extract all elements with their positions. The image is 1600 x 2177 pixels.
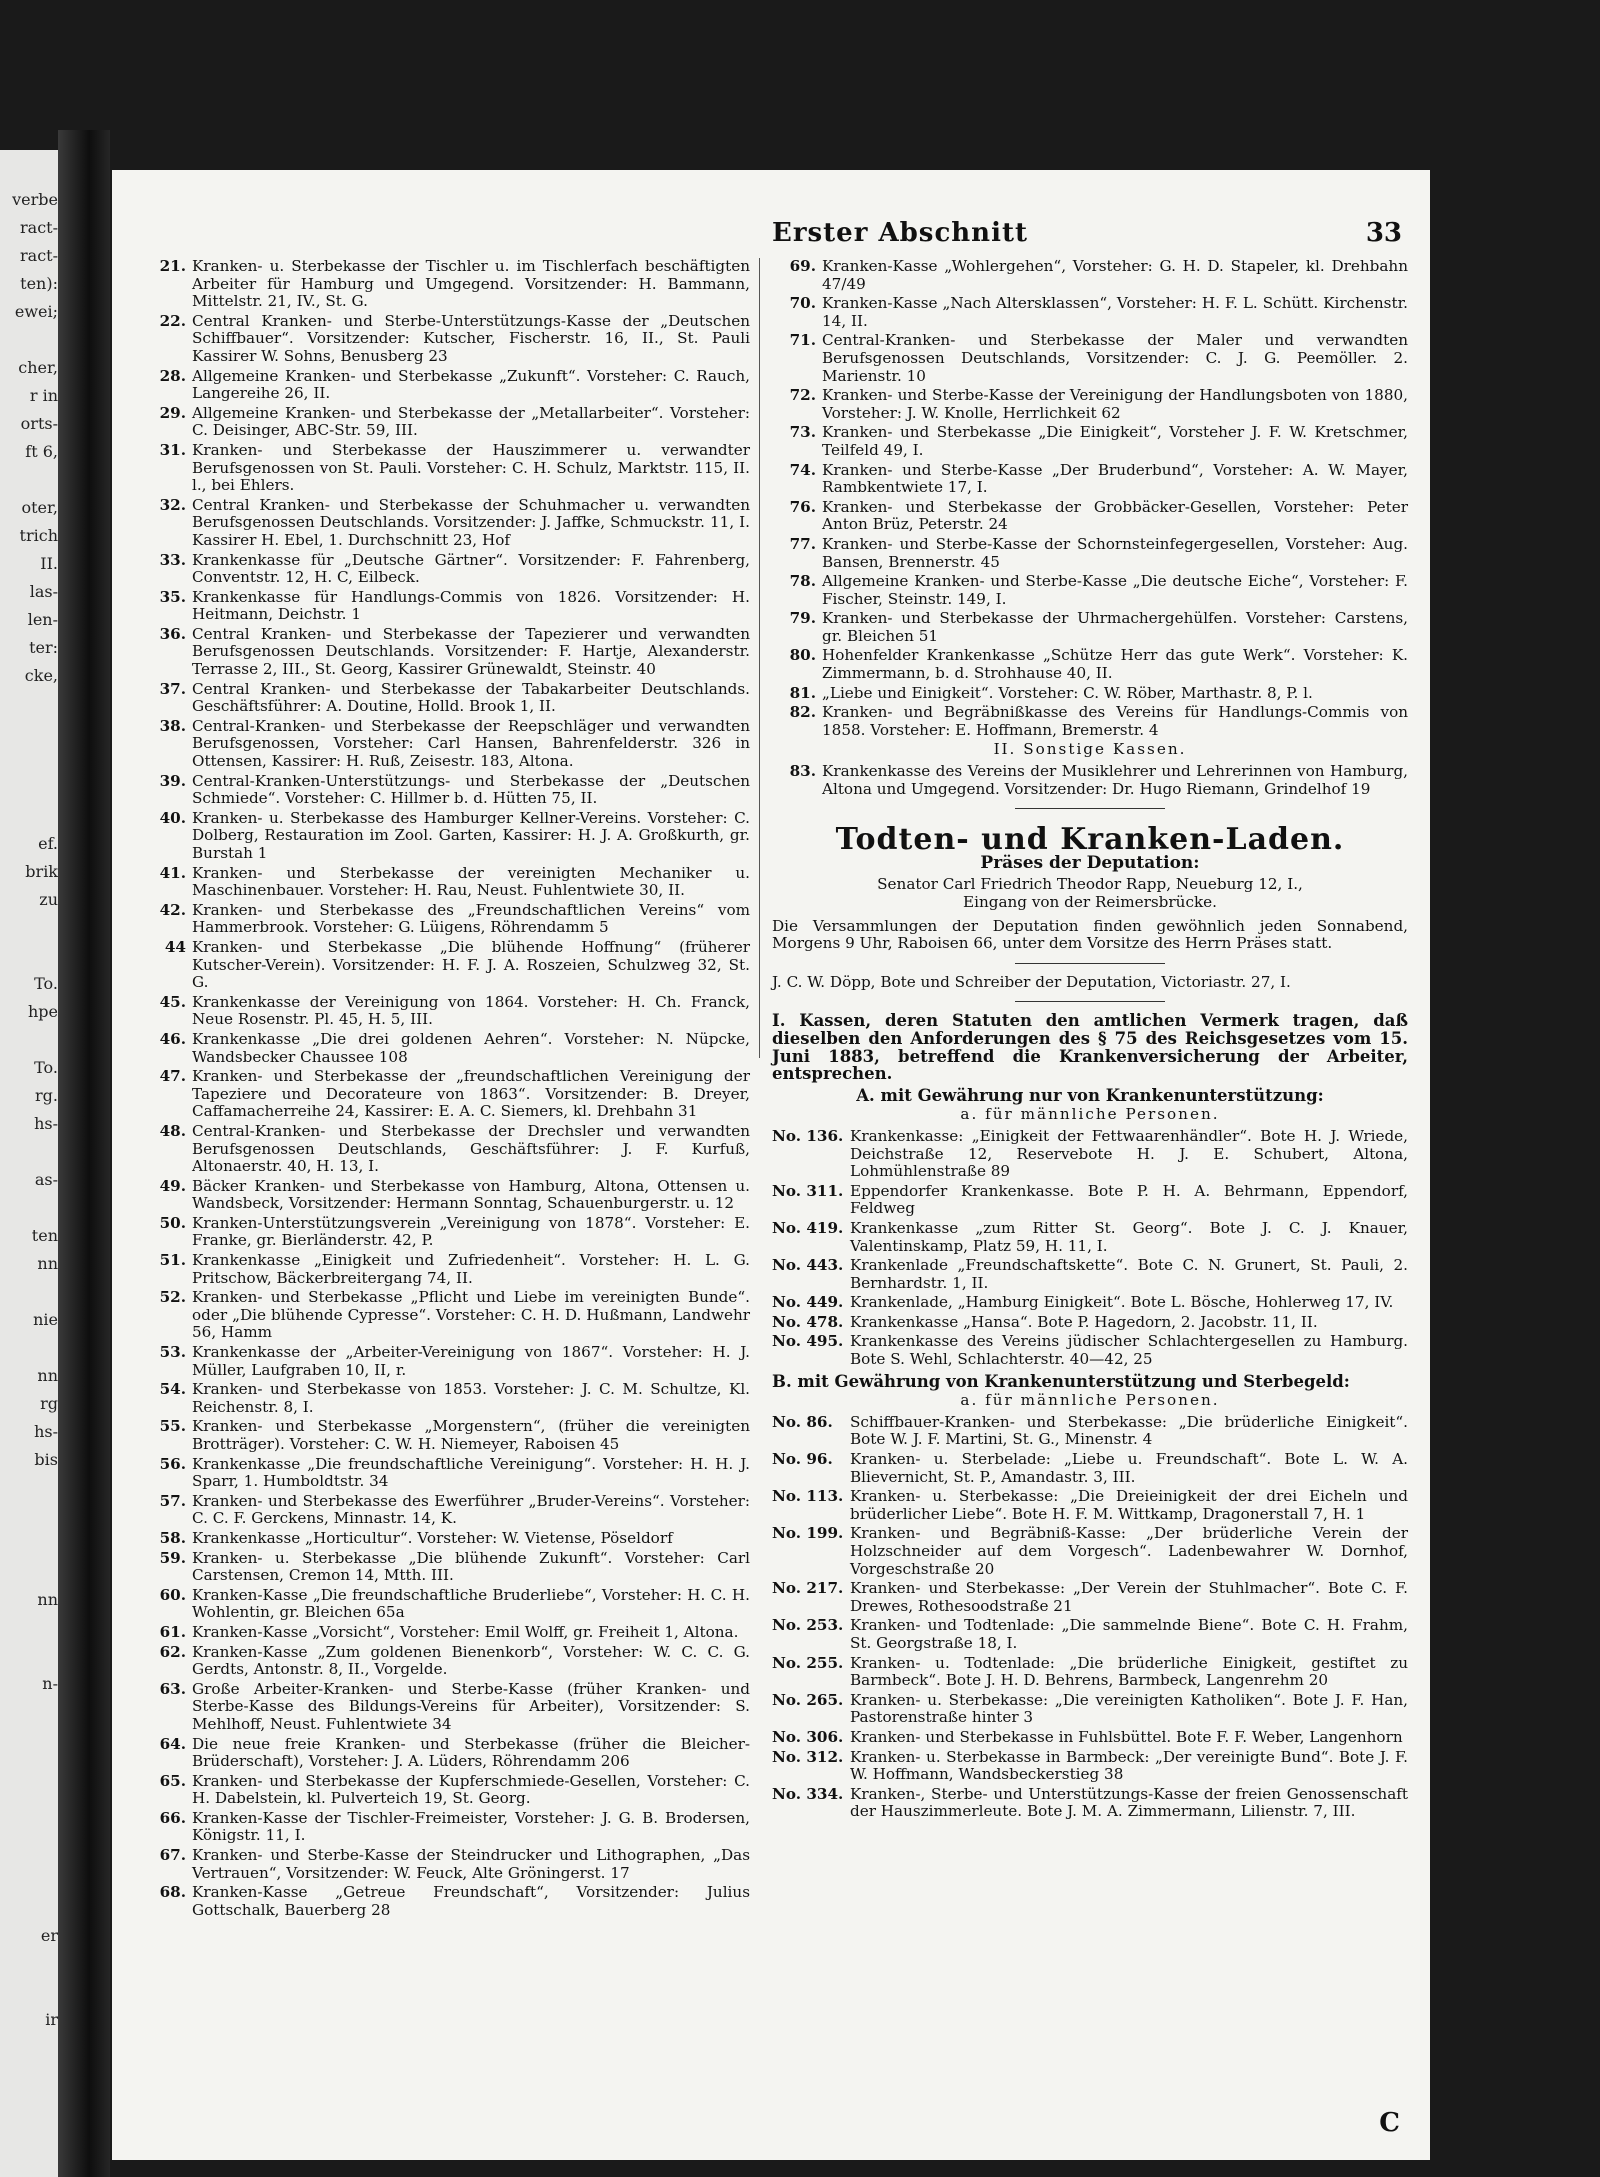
- entry-text: Krankenkasse des Vereins der Musiklehrer und Lehrerinnen von Hamburg, Altona und Umgegend. Vorsitzender: Dr. Hugo Riemann, Grindelhof 19: [822, 762, 1408, 798]
- praeses-entrance: Eingang von der Reimersbrücke.: [963, 893, 1217, 911]
- entry-number: 22.: [159, 311, 186, 330]
- entry-text: Kranken- und Sterbe-Kasse der Schornsteinfegergesellen, Vorsteher: Aug. Bansen, Brennerstr. 45: [822, 534, 1408, 571]
- previous-page-fragment: ten):: [20, 274, 58, 293]
- entry-text: Krankenlade, „Hamburg Einigkeit“. Bote L. Bösche, Hohlerweg 17, IV.: [850, 1293, 1394, 1312]
- entry-text: Kranken- und Sterbekasse der vereinigten Mechaniker u. Maschinenbauer. Vorsteher: H. Rau, Neust. Fuhlentwiete 30, II.: [192, 863, 750, 900]
- list-item: [772, 462, 1408, 497]
- entry-text: Kranken- und Sterbekasse des Ewerführer „Bruder-Vereins“. Vorsteher: C. C. F. Gerckens, Minnastr. 14, K.: [192, 1491, 750, 1528]
- list-item: [142, 1773, 750, 1808]
- entry-number: No. 312.: [772, 1747, 844, 1766]
- entry-number: 82.: [789, 703, 816, 722]
- list-item: [142, 1068, 750, 1121]
- entry-text: Kranken- u. Todtenlade: „Die brüderliche Einigkeit, gestiftet zu Barmbeck“. Bote J. H. D. Behrens, Barmbeck, Langenrehm 20: [850, 1653, 1408, 1690]
- entry-text: Krankenkasse der Vereinigung von 1864. Vorsteher: H. Ch. Franck, Neue Rosenstr. Pl. 45, H. 5, III.: [192, 992, 750, 1029]
- list-item: [142, 552, 750, 587]
- list-item: [142, 589, 750, 624]
- list-item: [142, 994, 750, 1029]
- previous-page-fragment: ef.: [38, 834, 58, 853]
- previous-page-fragment: hs-: [34, 1422, 58, 1441]
- section-title: Erster Abschnitt: [772, 218, 1028, 248]
- previous-page-fragment: zu: [39, 890, 58, 909]
- entry-number: 65.: [159, 1771, 186, 1790]
- entry-number: 33.: [159, 550, 186, 569]
- list-item: [772, 295, 1408, 330]
- list-item: [142, 1550, 750, 1585]
- entry-text: Kranken- u. Sterbelade: „Liebe u. Freundschaft“. Bote L. W. A. Blievernicht, St. P., Amandastr. 3, III.: [850, 1450, 1408, 1486]
- list-item: [142, 1493, 750, 1528]
- entry-number: 47.: [159, 1067, 186, 1086]
- list-item: [772, 573, 1408, 608]
- list-item: [772, 258, 1408, 293]
- entry-text: Kranken-, Sterbe- und Unterstützungs-Kasse der freien Genossenschaft der Hauszimmerleute. Bote J. M. A. Zimmermann, Lilienstr. 7, III.: [850, 1784, 1408, 1821]
- list-item: [142, 1381, 750, 1416]
- divider-rule: [1015, 808, 1165, 809]
- previous-page-fragment: ewei;: [14, 302, 58, 321]
- entry-number: 64.: [159, 1734, 186, 1753]
- entry-number: 51.: [159, 1251, 186, 1270]
- previous-page-fragment: oter,: [21, 498, 58, 517]
- list-item: [142, 1215, 750, 1250]
- entry-text: Krankenkasse „Horticultur“. Vorsteher: W. Vietense, Pöseldorf: [192, 1528, 673, 1547]
- entry-text: Allgemeine Kranken- und Sterbekasse der „Metallarbeiter“. Vorsteher: C. Deisinger, ABC-Str. 59, III.: [192, 403, 750, 440]
- entry-text: Krankenkasse: „Einigkeit der Fettwaarenhändler“. Bote H. J. Wriede, Deichstraße 12, Reservebote H. J. E. Schubert, Altona, Lohmühlenstraße 89: [850, 1126, 1408, 1181]
- entry-text: Krankenkasse der „Arbeiter-Vereinigung von 1867“. Vorsteher: H. J. Müller, Laufgraben 10, II, r.: [192, 1343, 750, 1379]
- entry-number: No. 334.: [772, 1784, 844, 1803]
- list-item: [142, 313, 750, 366]
- entry-number: 60.: [159, 1585, 186, 1604]
- section-b-heading: B. mit Gewährung von Krankenunterstützung und Sterbegeld:: [772, 1371, 1350, 1391]
- entry-text: Krankenkasse „Einigkeit und Zufriedenheit“. Vorsteher: H. L. G. Pritschow, Bäckerbreitergang 74, II.: [192, 1251, 750, 1287]
- entry-number: 83.: [789, 762, 816, 781]
- previous-page-fragment: cke,: [24, 666, 58, 685]
- entry-text: Central-Kranken- und Sterbekasse der Reepschläger und verwandten Berufsgenossen, Vorsteher: Carl Hansen, Bahrenfelderstr. 326 in Ottensen, Kassirer: H. Ruß, Zeisestr. 183, Altona.: [192, 716, 750, 771]
- list-item: [142, 1289, 750, 1342]
- entry-text: Kranken- und Sterbe-Kasse „Der Bruderbund“, Vorsteher: A. W. Mayer, Rambkentwiete 17, I.: [822, 460, 1408, 497]
- entry-text: Krankenkasse „zum Ritter St. Georg“. Bote J. C. J. Knauer, Valentinskamp, Platz 59, H. 11, I.: [850, 1218, 1408, 1255]
- entry-text: Krankenkasse des Vereins jüdischer Schlachtergesellen zu Hamburg. Bote S. Wehl, Schlachterstr. 40—42, 25: [850, 1332, 1408, 1369]
- entry-number: 46.: [159, 1029, 186, 1048]
- list-item: [772, 1128, 1408, 1181]
- list-item: [142, 865, 750, 900]
- list-item: [772, 1749, 1408, 1784]
- entry-text: Kranken- und Sterbekasse des „Freundschaftlichen Vereins“ vom Hammerbrook. Vorsteher: G. Lüigens, Röhrendamm 5: [192, 900, 750, 937]
- previous-page-fragment: las-: [29, 582, 58, 601]
- entry-text: Eppendorfer Krankenkasse. Bote P. H. A. Behrmann, Eppendorf, Feldweg: [850, 1181, 1408, 1218]
- entry-number: 74.: [789, 460, 816, 479]
- entry-number: 61.: [159, 1622, 186, 1641]
- divider-rule: [1015, 963, 1165, 964]
- list-item: [772, 704, 1408, 739]
- list-item: [772, 1257, 1408, 1292]
- meetings-note: Die Versammlungen der Deputation finden gewöhnlich jeden Sonnabend, Morgens 9 Uhr, Raboisen 66, unter dem Vorsitze des Herrn Präses statt.: [772, 916, 1408, 953]
- entry-text: Krankenlade „Freundschaftskette“. Bote C. N. Grunert, St. Pauli, 2. Bernhardstr. 1, II.: [850, 1256, 1408, 1292]
- list-item: [772, 610, 1408, 645]
- previous-page-fragment: brik: [25, 862, 58, 881]
- previous-page-fragment: ten: [31, 1226, 58, 1245]
- list-item: [142, 258, 750, 311]
- entry-text: Kranken- und Sterbekasse in Fuhlsbüttel. Bote F. F. Weber, Langenhorn: [850, 1727, 1403, 1746]
- list-item: [772, 387, 1408, 422]
- list-item: [142, 1456, 750, 1491]
- previous-page-fragment: orts-: [20, 414, 58, 433]
- entry-number: 21.: [159, 257, 186, 275]
- list-item: [772, 1729, 1408, 1747]
- entry-number: 80.: [789, 646, 816, 665]
- previous-page-fragment: verbe: [12, 190, 58, 209]
- entry-text: Kranken- und Sterbekasse „Die Einigkeit“, Vorsteher J. F. W. Kretschmer, Teilfeld 49, I.: [822, 423, 1408, 459]
- list-item: [142, 1884, 750, 1919]
- list-item: [142, 442, 750, 495]
- list-item: [142, 1123, 750, 1176]
- previous-page-fragment: nn: [37, 1590, 58, 1609]
- list-item: [772, 1220, 1408, 1255]
- entry-number: 36.: [159, 624, 186, 643]
- list-item: [142, 626, 750, 679]
- entry-number: 42.: [159, 900, 186, 919]
- entry-number: 66.: [159, 1808, 186, 1827]
- section-b-list: [772, 1414, 1408, 1821]
- entry-number: 70.: [789, 294, 816, 313]
- entry-number: 67.: [159, 1846, 186, 1865]
- entry-number: 39.: [159, 771, 186, 790]
- previous-page-fragment: r in: [29, 386, 58, 405]
- entry-text: Krankenkasse für „Deutsche Gärtner“. Vorsitzender: F. Fahrenberg, Conventstr. 12, H. C, Eilbeck.: [192, 550, 750, 587]
- list-item: [142, 1644, 750, 1679]
- previous-page-fragment: er: [40, 1926, 58, 1945]
- entry-number: No. 306.: [772, 1727, 844, 1746]
- entry-text: Schiffbauer-Kranken- und Sterbekasse: „Die brüderliche Einigkeit“. Bote W. J. F. Martini, St. G., Minenstr. 4: [850, 1412, 1408, 1449]
- previous-page-fragment: as-: [34, 1170, 58, 1189]
- entry-number: 49.: [159, 1176, 186, 1195]
- entry-number: 68.: [159, 1883, 186, 1902]
- list-item: [772, 1617, 1408, 1652]
- section-b-subheading: a. für männliche Personen.: [960, 1391, 1220, 1410]
- entry-number: No. 449.: [772, 1293, 844, 1312]
- entry-number: 76.: [789, 497, 816, 516]
- list-item: [772, 685, 1408, 703]
- list-item: [142, 497, 750, 550]
- entry-number: 50.: [159, 1213, 186, 1232]
- entry-number: 81.: [789, 683, 816, 702]
- previous-page-fragment: ft 6,: [25, 442, 58, 461]
- entry-number: 28.: [159, 366, 186, 385]
- entry-number: 58.: [159, 1528, 186, 1547]
- entry-text: Allgemeine Kranken- und Sterbekasse „Zukunft“. Vorsteher: C. Rauch, Langereihe 26, II.: [192, 366, 750, 403]
- entry-text: „Liebe und Einigkeit“. Vorsteher: C. W. Röber, Marthastr. 8, P. l.: [822, 683, 1313, 702]
- entry-number: 53.: [159, 1343, 186, 1362]
- laden-title: Todten- und Kranken-Laden.: [835, 822, 1345, 858]
- running-head: [672, 218, 1402, 252]
- section-a-subheading: a. für männliche Personen.: [960, 1105, 1220, 1124]
- entry-number: 32.: [159, 495, 186, 514]
- list-item: [142, 1344, 750, 1379]
- entry-number: No. 96.: [772, 1450, 833, 1469]
- previous-page-fragment: len-: [27, 610, 58, 629]
- entry-text: Kranken- und Sterbekasse der Grobbäcker-Gesellen, Vorsteher: Peter Anton Brüz, Peterstr. 24: [822, 497, 1408, 534]
- signature-mark: C: [1379, 2108, 1400, 2138]
- list-item: [772, 1314, 1408, 1332]
- entry-text: Kranken- und Sterbekasse „Pflicht und Liebe im vereinigten Bunde“. oder „Die blühende Cypresse“. Vorsteher: C. H. D. Hußmann, Landwehr 56, Hamm: [192, 1288, 750, 1342]
- entry-text: Kranken- und Todtenlade: „Die sammelnde Biene“. Bote C. H. Frahm, St. Georgstraße 18, I.: [850, 1616, 1408, 1652]
- previous-page-fragment: II.: [40, 554, 58, 573]
- list-item: [142, 1252, 750, 1287]
- entry-text: Kranken-Kasse „Vorsicht“, Vorsteher: Emil Wolff, gr. Freiheit 1, Altona.: [192, 1622, 739, 1641]
- entry-text: Central Kranken- und Sterbe-Unterstützungs-Kasse der „Deutschen Schiffbauer“. Vorsitzender: Kutscher, Fischerstr. 16, II., St. Pauli Kassirer W. Sohns, Benusberg 23: [192, 311, 750, 365]
- previous-page-fragment: rg: [40, 1394, 58, 1413]
- entry-text: Kranken-Kasse „Getreue Freundschaft“, Vorsitzender: Julius Gottschalk, Bauerberg 28: [192, 1883, 750, 1919]
- entry-number: No. 113.: [772, 1487, 844, 1506]
- entry-text: Kranken- u. Sterbekasse: „Die vereinigten Katholiken“. Bote J. F. Han, Pastorenstraße hinter 3: [850, 1690, 1408, 1727]
- entry-text: Kranken- und Sterbekasse „Die blühende Hoffnung“ (früherer Kutscher-Verein). Vorsitzender: H. F. J. A. Roszeien, Schulzweg 32, St. G.: [192, 937, 750, 992]
- previous-page-fragment: cher,: [18, 358, 58, 377]
- list-item: [142, 1736, 750, 1771]
- entry-text: Die neue freie Kranken- und Sterbekasse (früher die Bleicher-Brüderschaft), Vorsteher: J. A. Lüders, Röhrendamm 206: [192, 1734, 750, 1771]
- entry-number: 29.: [159, 403, 186, 422]
- entry-text: Kranken-Unterstützungsverein „Vereinigung von 1878“. Vorsteher: E. Franke, gr. Bierländerstr. 42, P.: [192, 1213, 750, 1250]
- entry-number: No. 253.: [772, 1616, 844, 1635]
- list-item: [772, 1183, 1408, 1218]
- list-item: [772, 1655, 1408, 1690]
- previous-page-fragment: ract-: [20, 218, 58, 237]
- entry-number: 48.: [159, 1121, 186, 1140]
- list-item: [142, 773, 750, 808]
- list-item: [142, 810, 750, 863]
- entry-number: No. 199.: [772, 1524, 844, 1543]
- entry-text: Kranken- und Begräbniß-Kasse: „Der brüderliche Verein der Holzschneider auf dem Vorgesch“. Ladenbewahrer W. Dornhof, Vorgeschstraße 20: [850, 1524, 1408, 1578]
- entry-number: 45.: [159, 992, 186, 1011]
- entry-text: Krankenkasse „Die freundschaftliche Vereinigung“. Vorsteher: H. H. J. Sparr, 1. Humboldtstr. 34: [192, 1454, 750, 1491]
- entry-text: Kranken-Kasse „Die freundschaftliche Bruderliebe“, Vorsteher: H. C. H. Wohlentin, gr. Bleichen 65a: [192, 1585, 750, 1622]
- entry-number: No. 495.: [772, 1332, 844, 1351]
- list-item: [142, 1681, 750, 1734]
- list-item: [772, 1786, 1408, 1821]
- list-item: [142, 1031, 750, 1066]
- entry-number: 52.: [159, 1288, 186, 1307]
- entry-number: 62.: [159, 1642, 186, 1661]
- entry-number: No. 217.: [772, 1579, 844, 1598]
- entry-text: Kranken- u. Sterbekasse: „Die Dreieinigkeit der drei Eicheln und brüderlicher Liebe“. Bote H. F. M. Wittkamp, Dragonerstall 7, H. 1: [850, 1487, 1408, 1523]
- entry-text: Kranken-Kasse „Zum goldenen Bienenkorb“, Vorsteher: W. C. C. G. Gerdts, Antonstr. 8, II., Vorgelde.: [192, 1642, 750, 1679]
- entry-text: Central-Kranken- und Sterbekasse der Drechsler und verwandten Berufsgenossen Deutschlands, Geschäftsführer: J. F. Kurfuß, Altonaerstr. 40, H. 13, I.: [192, 1121, 750, 1176]
- list-item: [772, 1333, 1408, 1368]
- entry-number: 55.: [159, 1417, 186, 1436]
- entry-text: Kranken- u. Sterbekasse des Hamburger Kellner-Vereins. Vorsteher: C. Dolberg, Restauration im Zool. Garten, Kassirer: H. J. A. Großkurth, gr. Burstah 1: [192, 808, 750, 862]
- entry-text: Central-Kranken- und Sterbekasse der Maler und verwandten Berufsgenossen Deutschlands, Vorsitzender: C. J. G. Peemöller. 2. Marienstr. 10: [822, 331, 1408, 385]
- entry-number: 31.: [159, 440, 186, 459]
- entry-text: Kranken- und Sterbekasse der Hauszimmerer u. verwandter Berufsgenossen von St. Pauli. Vorsteher: C. H. Schulz, Marktstr. 115, II. l., bei Ehlers.: [192, 440, 750, 495]
- previous-page-fragment: trich: [19, 526, 58, 545]
- entry-text: Kranken- und Begräbnißkasse des Vereins für Handlungs-Commis von 1858. Vorsteher: E. Hoffmann, Bremerstr. 4: [822, 703, 1408, 739]
- right-column: [772, 258, 1408, 1823]
- entry-text: Hohenfelder Krankenkasse „Schütze Herr das gute Werk“. Vorsteher: K. Zimmermann, b. d. Strohhause 40, II.: [822, 646, 1408, 683]
- entry-number: 78.: [789, 572, 816, 591]
- list-item: [142, 1587, 750, 1622]
- entry-text: Krankenkasse „Hansa“. Bote P. Hagedorn, 2. Jacobstr. 11, II.: [850, 1312, 1318, 1331]
- section-a-heading: A. mit Gewährung nur von Krankenunterstützung:: [856, 1085, 1324, 1105]
- entry-text: Kranken- und Sterbekasse der Kupferschmiede-Gesellen, Vorsteher: C. H. Dabelstein, kl. Pulverteich 19, St. Georg.: [192, 1771, 750, 1808]
- previous-page-fragment: ir: [45, 2010, 58, 2029]
- entry-number: 63.: [159, 1679, 186, 1698]
- entry-number: 41.: [159, 863, 186, 882]
- document-page: [112, 170, 1430, 2160]
- entry-number: 72.: [789, 386, 816, 405]
- entry-number: 38.: [159, 716, 186, 735]
- entry-number: No. 265.: [772, 1690, 844, 1709]
- entry-text: Allgemeine Kranken- und Sterbe-Kasse „Die deutsche Eiche“, Vorsteher: F. Fischer, Steinstr. 149, I.: [822, 572, 1408, 608]
- section-a-list: [772, 1128, 1408, 1369]
- entry-text: Kranken- und Sterbekasse: „Der Verein der Stuhlmacher“. Bote C. F. Drewes, Rothesoodstraße 21: [850, 1579, 1408, 1615]
- entry-number: 71.: [789, 331, 816, 350]
- previous-page-fragment: hpe: [27, 1002, 58, 1021]
- entry-number: 69.: [789, 257, 816, 275]
- list-item: [772, 1525, 1408, 1578]
- divider-rule: [1015, 1001, 1165, 1002]
- list-item: [142, 1847, 750, 1882]
- previous-page-fragment: nn: [37, 1254, 58, 1273]
- list-item: [772, 499, 1408, 534]
- column-divider: [759, 258, 760, 1058]
- entry-text: Central Kranken- und Sterbekasse der Tabakarbeiter Deutschlands. Geschäftsführer: A. Doutine, Holld. Brook 1, II.: [192, 679, 750, 716]
- entry-text: Central Kranken- und Sterbekasse der Schuhmacher u. verwandten Berufsgenossen Deutschlands. Vorsitzender: J. Jaffke, Schmuckstr. 11, I. Kassirer H. Ebel, 1. Durchschnitt 23, Hof: [192, 495, 750, 549]
- praeses-heading: Präses der Deputation:: [980, 852, 1200, 873]
- list-item: [142, 1530, 750, 1548]
- previous-page-fragment: n-: [42, 1674, 58, 1693]
- left-column: [142, 258, 750, 1921]
- entry-number: 77.: [789, 534, 816, 553]
- page-number: 33: [1365, 218, 1402, 248]
- previous-page-fragment: rg.: [35, 1086, 58, 1105]
- previous-page-fragment: nie: [33, 1310, 58, 1329]
- list-item: [772, 1580, 1408, 1615]
- list-item: [772, 1692, 1408, 1727]
- list-item: [142, 718, 750, 771]
- list-item: [142, 368, 750, 403]
- entry-text: Kranken- und Sterbekasse der Uhrmachergehülfen. Vorsteher: Carstens, gr. Bleichen 51: [822, 609, 1408, 645]
- praeses-name: Senator Carl Friedrich Theodor Rapp, Neueburg 12, I.,: [877, 875, 1303, 894]
- list-item: [142, 939, 750, 992]
- list-item: [142, 405, 750, 440]
- list-item: [772, 536, 1408, 571]
- entry-text: Kranken- und Sterbe-Kasse der Steindrucker und Lithographen, „Das Vertrauen“, Vorsitzender: W. Feuck, Alte Gröningerst. 17: [192, 1846, 750, 1882]
- entry-number: No. 136.: [772, 1126, 844, 1145]
- list-item: [142, 1178, 750, 1213]
- book-gutter: [58, 130, 110, 2177]
- previous-page-fragment: ter:: [29, 638, 58, 657]
- list-item: [772, 1451, 1408, 1486]
- entry-text: Krankenkasse für Handlungs-Commis von 1826. Vorsitzender: H. Heitmann, Deichstr. 1: [192, 587, 750, 624]
- entry-number: No. 419.: [772, 1218, 844, 1237]
- entry-text: Central-Kranken-Unterstützungs- und Sterbekasse der „Deutschen Schmiede“. Vorsteher: C. Hillmer b. d. Hütten 75, II.: [192, 771, 750, 808]
- entry-text: Kranken- und Sterbekasse „Morgenstern“, (früher die vereinigten Brotträger). Vorsteher: C. W. H. Niemeyer, Raboisen 45: [192, 1417, 750, 1453]
- entry-text: Kranken- und Sterbe-Kasse der Vereinigung der Handlungsboten von 1880, Vorsteher: J. W. Knolle, Herrlichkeit 62: [822, 386, 1408, 422]
- entry-number: No. 443.: [772, 1256, 844, 1275]
- list-item: [772, 647, 1408, 682]
- entry-text: Bäcker Kranken- und Sterbekasse von Hamburg, Altona, Ottensen u. Wandsbeck, Vorsitzender: Hermann Sonntag, Schauenburgerstr. u. 12: [192, 1176, 750, 1213]
- entry-number: 40.: [159, 808, 186, 827]
- entry-number: 54.: [159, 1380, 186, 1399]
- entry-number: 37.: [159, 679, 186, 698]
- list-item: [772, 1488, 1408, 1523]
- entry-text: Kranken-Kasse „Wohlergehen“, Vorsteher: G. H. D. Stapeler, kl. Drehbahn 47/49: [822, 257, 1408, 293]
- entry-text: Kranken-Kasse „Nach Altersklassen“, Vorsteher: H. F. L. Schütt. Kirchenstr. 14, II.: [822, 294, 1408, 330]
- entry-number: 73.: [789, 423, 816, 442]
- entry-number: 59.: [159, 1548, 186, 1567]
- entry-text: Kranken-Kasse der Tischler-Freimeister, Vorsteher: J. G. B. Brodersen, Königstr. 11, I.: [192, 1808, 750, 1845]
- entry-text: Central Kranken- und Sterbekasse der Tapezierer und verwandten Berufsgenossen Deutschlands. Vorsitzender: F. Hartje, Alexanderstr. Terrasse 2, III., St. Georg, Kassirer Grünewaldt, Steinstr. 40: [192, 624, 750, 679]
- entry-text: Kranken- u. Sterbekasse der Tischler u. im Tischlerfach beschäftigten Arbeiter für Hamburg und Umgegend. Vorsitzender: H. Bammann, Mittelstr. 21, IV., St. G.: [192, 257, 750, 311]
- list-item: [142, 1810, 750, 1845]
- list-item: [772, 763, 1408, 798]
- entry-text: Kranken- und Sterbekasse der „freundschaftlichen Vereinigung der Tapeziere und Decorateure von 1863“. Vorsitzender: B. Dreyer, Caffamacherreihe 24, Kassirer: E. A. C. Siemers, kl. Drehbahn 31: [192, 1067, 750, 1121]
- entry-text: Kranken- u. Sterbekasse in Barmbeck: „Der vereinigte Bund“. Bote J. F. W. Hoffmann, Wandsbeckerstieg 38: [850, 1747, 1408, 1784]
- entry-text: Krankenkasse „Die drei goldenen Aehren“. Vorsteher: N. Nüpcke, Wandsbecker Chaussee 108: [192, 1029, 750, 1066]
- previous-page-fragment: nn: [37, 1366, 58, 1385]
- list-item: [142, 1418, 750, 1453]
- previous-page-fragment: To.: [34, 1058, 58, 1077]
- entry-number: No. 311.: [772, 1181, 844, 1200]
- entry-number: 35.: [159, 587, 186, 606]
- entry-number: 44: [164, 937, 186, 956]
- previous-page-edge: [0, 150, 58, 2177]
- previous-page-fragment: To.: [34, 974, 58, 993]
- list-item: [772, 1294, 1408, 1312]
- previous-page-fragment: bis: [34, 1450, 58, 1469]
- entry-number: 79.: [789, 609, 816, 628]
- other-kassen-heading: II. Sonstige Kassen.: [993, 740, 1187, 759]
- list-item: [772, 332, 1408, 385]
- entry-number: No. 255.: [772, 1653, 844, 1672]
- entry-number: No. 86.: [772, 1412, 833, 1431]
- previous-page-fragment: hs-: [34, 1114, 58, 1133]
- list-item: [142, 902, 750, 937]
- list-item: [772, 424, 1408, 459]
- list-item: [772, 1414, 1408, 1449]
- previous-page-fragment: ract-: [20, 246, 58, 265]
- list-item: [142, 681, 750, 716]
- right-entry-list: [772, 258, 1408, 739]
- entry-number: 57.: [159, 1491, 186, 1510]
- bote-line: J. C. W. Döpp, Bote und Schreiber der Deputation, Victoriastr. 27, I.: [772, 972, 1291, 991]
- section-1-heading: I. Kassen, deren Statuten den amtlichen Vermerk tragen, daß dieselben den Anforderungen des § 75 des Reichsgesetzes vom 15. Juni 1883, betreffend die Krankenversicherung der Arbeiter, entsprechen.: [772, 1011, 1408, 1084]
- entry-number: 56.: [159, 1454, 186, 1473]
- entry-text: Kranken- u. Sterbekasse „Die blühende Zukunft“. Vorsteher: Carl Carstensen, Cremon 14, Mtth. III.: [192, 1548, 750, 1585]
- list-item: [142, 1624, 750, 1642]
- entry-text: Große Arbeiter-Kranken- und Sterbe-Kasse (früher Kranken- und Sterbe-Kasse des Bildungs-Vereins für Arbeiter), Vorsitzender: S. Mehlhoff, Neust. Fuhlentwiete 34: [192, 1679, 750, 1733]
- entry-text: Kranken- und Sterbekasse von 1853. Vorsteher: J. C. M. Schultze, Kl. Reichenstr. 8, I.: [192, 1380, 750, 1416]
- entry-number: No. 478.: [772, 1312, 844, 1331]
